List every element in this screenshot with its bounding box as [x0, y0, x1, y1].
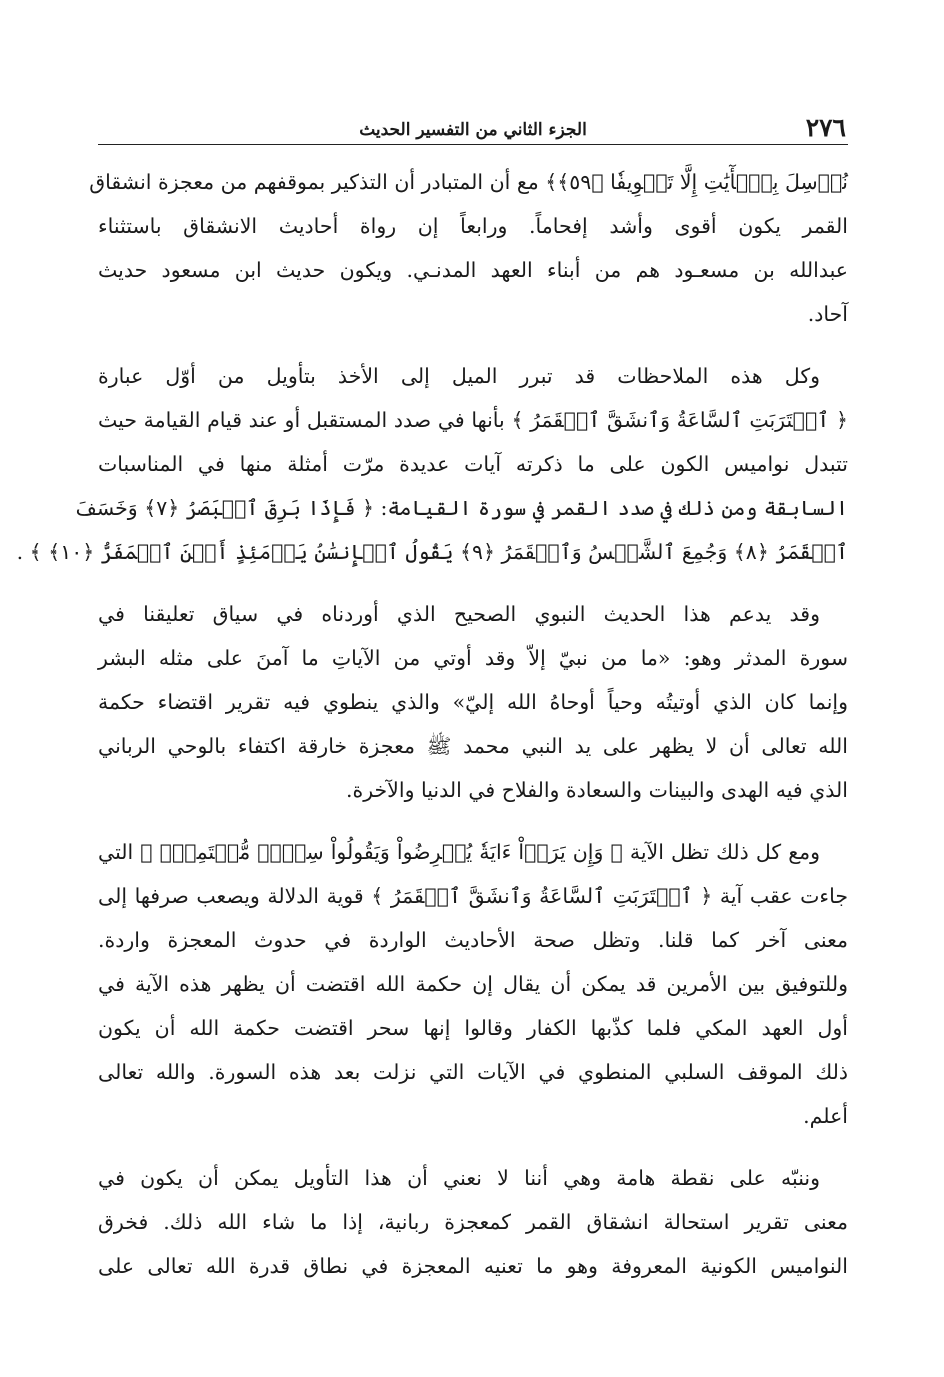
text-line: وللتوفيق بين الأمرين قد يمكن أن يقال إن حكمة الله اقتضت أن يظهر هذه الآية في	[98, 972, 848, 996]
text-line: ٱلۡقَمَرُ ﴿٨﴾ وَجُمِعَ ٱلشَّمۡسُ وَٱلۡقَمَرُ ﴿٩﴾ يَقُولُ ٱلۡإِنسَٰنُ يَوۡمَئِذٍ أَيۡنَ ٱلۡمَفَرُّ ﴿١٠﴾ ﴾ .	[16, 540, 848, 564]
text-line: وقد يدعم هذا الحديث النبوي الصحيح الذي أوردناه في سياق تعليقنا في	[98, 602, 820, 626]
paragraph	[98, 1156, 848, 1288]
text-line: سورة المدثر وهو: «ما من نبيّ إلاّ وقد أوتي من الآياتِ ما آمنَ على مثله البشر	[98, 646, 848, 670]
paragraph	[89, 160, 848, 336]
paragraph	[16, 354, 848, 574]
text-line: جاءت عقب آية ﴿ ٱقۡتَرَبَتِ ٱلسَّاعَةُ وَٱنشَقَّ ٱلۡقَمَرُ ﴾ قوية الدلالة ويصعب صرفها إلى	[98, 884, 848, 908]
text-line: القمر يكون أقوى وأشد إفحاماً. ورابعاً إن رواة أحاديث الانشقاق باستثناء	[98, 214, 848, 238]
text-line: وإنما كان الذي أوتيتُه وحياً أوحاهُ الله إليّ» والذي ينطوي فيه تقرير اقتضاء حكمة	[98, 690, 848, 714]
running-title: الجزء الثاني من التفسير الحديث	[359, 120, 587, 140]
page-header	[98, 112, 848, 145]
text-line: آحاد.	[807, 302, 848, 326]
text-line: السابقة ومن ذلك في صدد القمر في سورة القيامة: ﴿ فَإِذَا بَرِقَ ٱلۡبَصَرُ ﴿٧﴾ وَخَسَفَ	[75, 496, 848, 520]
text-line: أعلم.	[803, 1104, 848, 1128]
text-line: معنى آخر كما قلنا. وتظل صحة الأحاديث الواردة في حدوث المعجزة واردة.	[98, 928, 848, 952]
text-line: وكل هذه الملاحظات قد تبرر الميل إلى الأخذ بتأويل من أوّل عبارة	[98, 364, 820, 388]
text-line: تتبدل نواميس الكون على ما ذكرته آيات عديدة مرّت أمثلة منها في المناسبات	[98, 452, 848, 476]
text-line: ومع كل ذلك تظل الآية ﴿ وَإِن يَرَوۡاْ ءَايَةٗ يُعۡرِضُواْ وَيَقُولُواْ سِحۡرٞ مُّسۡتَمِرّٞ ﴾ التي	[98, 840, 820, 864]
paragraph	[98, 830, 848, 1138]
page-body	[16, 160, 848, 1306]
text-line: عبدالله بن مسعـود هم من أبناء العهد المدنـي. ويكون حديث ابن مسعود حديث	[98, 258, 848, 282]
text-line: نُرۡسِلَ بِٱلۡأٓيَٰتِ إِلَّا تَخۡوِيفٗا ﴿٥٩﴾﴾ مع أن المتبادر أن التذكير بموقفهم من معجزة انشقاق	[89, 170, 848, 194]
page-number: ٢٧٦	[805, 113, 846, 142]
text-line: ذلك الموقف السلبي المنطوي في الآيات التي نزلت بعد هذه السورة. والله تعالى	[98, 1060, 848, 1084]
text-line: معنى تقرير استحالة انشقاق القمر كمعجزة ربانية، إذا ما شاء الله ذلك. فخرق	[98, 1210, 848, 1234]
text-line: النواميس الكونية المعروفة وهو ما تعنيه المعجزة في نطاق قدرة الله تعالى على	[98, 1254, 848, 1278]
text-line: الله تعالى أن لا يظهر على يد النبي محمد ﷺ معجزة خارقة اكتفاء بالوحي الرباني	[98, 734, 848, 758]
text-line: الذي فيه الهدى والبينات والسعادة والفلاح في الدنيا والآخرة.	[345, 778, 848, 802]
text-line: ﴿ ٱقۡتَرَبَتِ ٱلسَّاعَةُ وَٱنشَقَّ ٱلۡقَمَرُ ﴾ بأنها في صدد المستقبل أو عند قيام القيامة حيث	[98, 408, 848, 432]
text-line: أول العهد المكي فلما كذّبها الكفار وقالوا إنها سحر اقتضت حكمة الله أن يكون	[98, 1016, 848, 1040]
paragraph	[98, 592, 848, 812]
text-line: وننبّه على نقطة هامة وهي أننا لا نعني أن هذا التأويل يمكن أن يكون في	[98, 1166, 820, 1190]
